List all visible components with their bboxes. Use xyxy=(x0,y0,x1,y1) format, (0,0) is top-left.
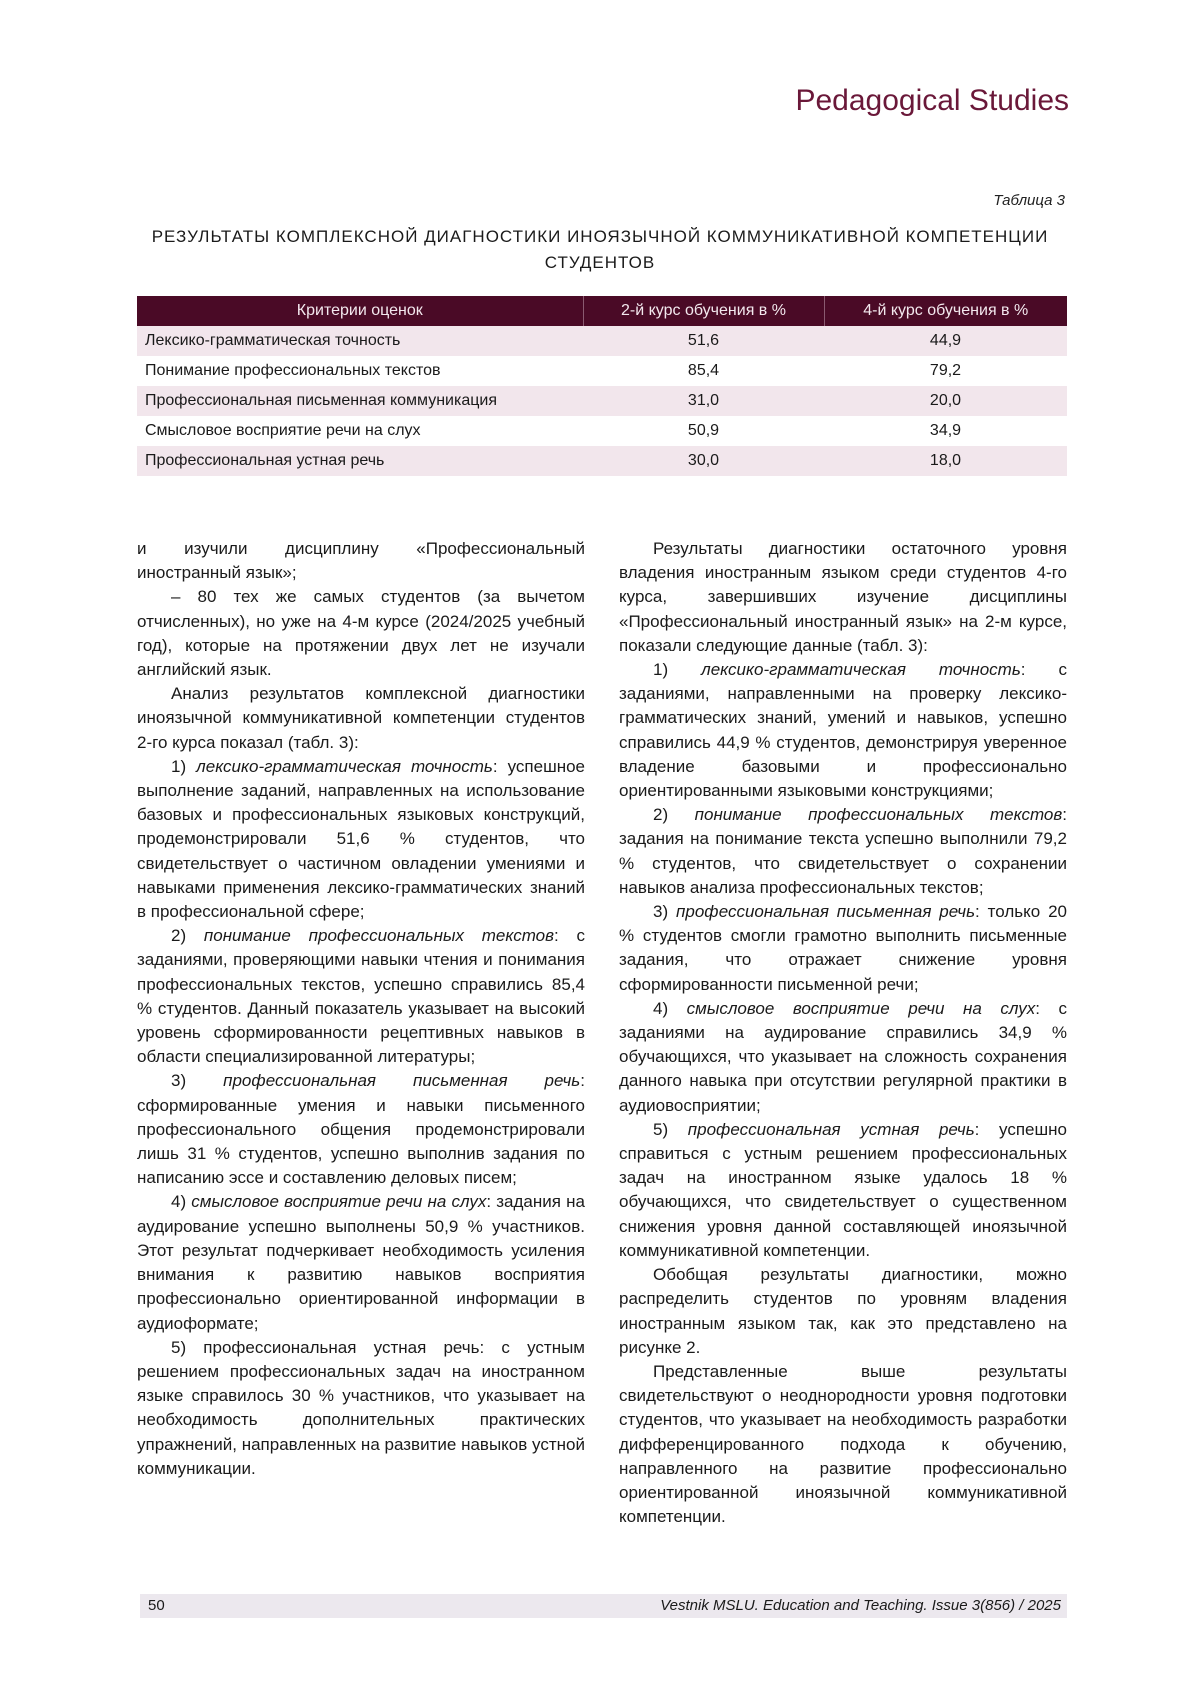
column-header: 2-й курс обучения в % xyxy=(583,296,824,326)
item-text: : с заданиями на аудирование справились 34,9 % обучающихся, что указывает на сложность сохранения данного навыка при отсутствии регулярной практики в аудиовосприятии; xyxy=(619,999,1067,1115)
value-cell: 20,0 xyxy=(824,386,1067,416)
value-cell: 85,4 xyxy=(583,356,824,386)
table-row xyxy=(137,356,1067,386)
item-term: лексико-грамматическая точность xyxy=(196,757,493,776)
value-cell: 31,0 xyxy=(583,386,824,416)
journal-citation: Vestnik MSLU. Education and Teaching. Issue 3(856) / 2025 xyxy=(660,1597,1061,1614)
item-number: 4) xyxy=(653,999,687,1018)
criterion-cell: Понимание профессиональных текстов xyxy=(137,356,583,386)
paragraph: Анализ результатов комплексной диагностики иноязычной коммуникативной компетенции студентов 2-го курса показал (табл. 3): xyxy=(137,682,585,755)
right-text-column xyxy=(619,537,1067,1529)
page-footer xyxy=(140,1594,1067,1618)
criterion-cell: Лексико-грамматическая точность xyxy=(137,326,583,356)
table-header-row xyxy=(137,296,1067,326)
list-item xyxy=(137,1069,585,1190)
list-item xyxy=(137,924,585,1069)
item-text: : с заданиями, проверяющими навыки чтения и понимания профессиональных текстов, успешно справились 85,4 % студентов. Данный показатель указывает на высокий уровень сформированности рецептивных навыков в области специализированной литературы; xyxy=(137,926,585,1066)
item-number: 2) xyxy=(653,805,695,824)
table-row xyxy=(137,326,1067,356)
item-number: 4) xyxy=(171,1192,191,1211)
criterion-cell: Профессиональная устная речь xyxy=(137,446,583,476)
list-item xyxy=(619,997,1067,1118)
item-term: смысловое восприятие речи на слух xyxy=(191,1192,486,1211)
value-cell: 51,6 xyxy=(583,326,824,356)
page-number: 50 xyxy=(148,1597,165,1614)
criterion-cell: Профессиональная письменная коммуникация xyxy=(137,386,583,416)
value-cell: 44,9 xyxy=(824,326,1067,356)
list-item xyxy=(619,1118,1067,1263)
item-term: понимание профессиональных текстов xyxy=(695,805,1063,824)
value-cell: 50,9 xyxy=(583,416,824,446)
item-text: : успешно справиться с устным решением профессиональных задач на иностранном языке удалось 18 % обучающихся, что свидетельствует о существенном снижения уровня данной составляющей иноязычной коммуникативной компетенции. xyxy=(619,1120,1067,1260)
paragraph: Обобщая результаты диагностики, можно распределить студентов по уровням владения иностранным языком так, как это представлено на рисунке 2. xyxy=(619,1263,1067,1360)
item-term: профессиональная устная речь xyxy=(688,1120,975,1139)
item-text: : с заданиями, направленными на проверку лексико-грамматических знаний, умений и навыков, успешно справились 44,9 % студентов, демонстрируя уверенное владение базовыми и профессионально ориентированными языковыми конструкциями; xyxy=(619,660,1067,800)
column-header: 4-й курс обучения в % xyxy=(824,296,1067,326)
paragraph: Результаты диагностики остаточного уровня владения иностранным языком среди студентов 4-го курса, завершивших изучение дисциплины «Профессиональный иностранный язык» на 2-м курсе, показали следующие данные (табл. 3): xyxy=(619,537,1067,658)
list-item xyxy=(619,658,1067,803)
table-title: РЕЗУЛЬТАТЫ КОМПЛЕКСНОЙ ДИАГНОСТИКИ ИНОЯЗЫЧНОЙ КОММУНИКАТИВНОЙ КОМПЕТЕНЦИИ СТУДЕНТОВ xyxy=(140,224,1060,276)
column-header: Критерии оценок xyxy=(137,296,583,326)
value-cell: 18,0 xyxy=(824,446,1067,476)
criterion-cell: Смысловое восприятие речи на слух xyxy=(137,416,583,446)
item-term: понимание профессиональных текстов xyxy=(204,926,554,945)
item-term: смысловое восприятие речи на слух xyxy=(687,999,1036,1018)
results-table xyxy=(137,296,1067,476)
list-item xyxy=(619,900,1067,997)
list-item xyxy=(619,803,1067,900)
item-term: лексико-грамматическая точность xyxy=(701,660,1021,679)
item-number: 5) xyxy=(653,1120,688,1139)
paragraph: – 80 тех же самых студентов (за вычетом отчисленных), но уже на 4-м курсе (2024/2025 учебный год), которые на протяжении двух лет не изучали английский язык. xyxy=(137,585,585,682)
item-term: профессиональная письменная речь xyxy=(223,1071,580,1090)
item-number: 1) xyxy=(171,757,196,776)
running-head: Pedagogical Studies xyxy=(795,84,1069,118)
table-row xyxy=(137,386,1067,416)
item-text: : успешное выполнение заданий, направленных на использование базовых и профессиональных языковых конструкций, продемонстрировали 51,6 % студентов, что свидетельствует о частичном овладении умениями и навыками применения лексико-грамматических знаний в профессиональной сфере; xyxy=(137,757,585,921)
value-cell: 79,2 xyxy=(824,356,1067,386)
list-item xyxy=(137,1190,585,1335)
table-label: Таблица 3 xyxy=(993,192,1065,209)
item-text: : только 20 % студентов смогли грамотно выполнить письменные задания, что отражает снижение уровня сформированности письменной речи; xyxy=(619,902,1067,994)
value-cell: 34,9 xyxy=(824,416,1067,446)
list-item: 5) профессиональная устная речь: с устным решением профессиональных задач на иностранном языке справилось 30 % участников, что указывает на необходимость дополнительных практических упражнений, направленных на развитие навыков устной коммуникации. xyxy=(137,1336,585,1481)
paragraph: Представленные выше результаты свидетельствуют о неоднородности уровня подготовки студентов, что указывает на необходимость разработки дифференцированного подхода к обучению, направленного на развитие профессионально ориентированной иноязычной коммуникативной компетенции. xyxy=(619,1360,1067,1529)
item-term: профессиональная письменная речь xyxy=(676,902,975,921)
item-number: 3) xyxy=(171,1071,223,1090)
item-text: : задания на аудирование успешно выполнены 50,9 % участников. Этот результат подчеркивает необходимость усиления внимания к развитию навыков восприятия профессионально ориентированной информации в аудиоформате; xyxy=(137,1192,585,1332)
item-text: : сформированные умения и навыки письменного профессионального общения продемонстрировали лишь 31 % студентов, успешно выполнив задания по написанию эссе и составлению деловых писем; xyxy=(137,1071,585,1187)
list-item xyxy=(137,755,585,924)
table-row xyxy=(137,416,1067,446)
item-number: 3) xyxy=(653,902,676,921)
value-cell: 30,0 xyxy=(583,446,824,476)
paragraph: и изучили дисциплину «Профессиональный иностранный язык»; xyxy=(137,537,585,585)
item-number: 1) xyxy=(653,660,701,679)
left-text-column xyxy=(137,537,585,1481)
item-text: : задания на понимание текста успешно выполнили 79,2 % студентов, что свидетельствует о сохранении навыков анализа профессиональных текстов; xyxy=(619,805,1067,897)
item-number: 2) xyxy=(171,926,204,945)
table-row xyxy=(137,446,1067,476)
